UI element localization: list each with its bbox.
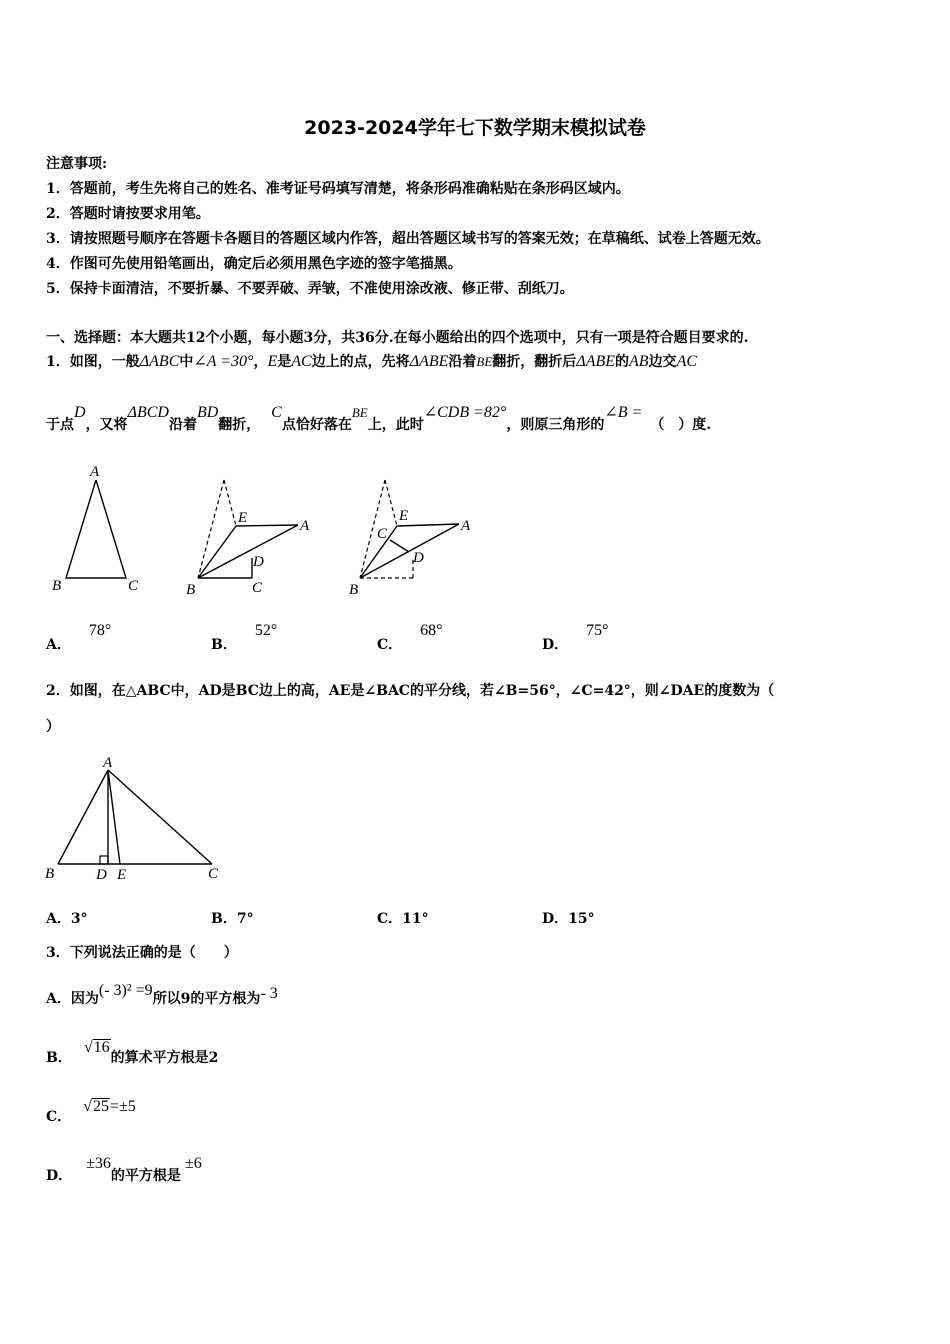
- q1-math: ∠CDB =82°: [423, 404, 507, 421]
- q1-fig2-label: C: [252, 580, 263, 596]
- q1-math: AC: [676, 353, 698, 370]
- q1-fig2-label: A: [300, 518, 310, 534]
- q1-text: 沿着: [168, 417, 197, 433]
- notice-item-5: 5．保持卡面清洁，不要折暴、不要弄破、弄皱，不准使用涂改液、修正带、刮纸刀。: [46, 281, 574, 297]
- q1-fig3-label: B: [349, 582, 359, 598]
- q1-fig2-label: B: [186, 582, 196, 598]
- option-label: B．: [46, 1050, 72, 1066]
- q2-text: 2．如图，在△ABC中，AD是BC边上的高，AE是∠BAC的平分线，若∠B=56°，∠C=42°，则∠DAE的度数为（: [46, 683, 775, 699]
- option-expr: ±6: [184, 1155, 202, 1172]
- q1-fig3-label: C: [377, 526, 388, 542]
- q2-fig-label: E: [117, 867, 127, 883]
- q1-fig1-label: C: [128, 578, 139, 594]
- q1-math: E: [267, 353, 278, 370]
- q1-text: ，: [253, 354, 268, 370]
- q2-fig-label: D: [96, 867, 107, 883]
- q1-option-c[interactable]: [377, 622, 443, 654]
- q2-option-a[interactable]: [46, 908, 88, 928]
- sqrt-icon: √: [83, 1098, 92, 1115]
- option-label: B．: [211, 911, 237, 927]
- page-title: 2023-2024学年七下数学期末模拟试卷: [304, 117, 646, 139]
- q3-option-b[interactable]: [46, 1039, 219, 1067]
- q2-option-b[interactable]: [211, 908, 254, 928]
- q2-option-c[interactable]: [377, 908, 429, 928]
- q1-math: AB: [629, 353, 649, 370]
- q1-text: 1．如图，一般: [46, 354, 140, 370]
- notice-item-3: 3．请按照题号顺序在答题卡各题目的答题区域内作答，超出答题区域书写的答案无效；在草稿纸、试卷上答题无效。: [46, 231, 770, 247]
- option-value: 52°: [254, 622, 278, 639]
- option-label: D．: [46, 1168, 73, 1184]
- q1-text: 点恰好落在: [281, 417, 352, 433]
- q1-fig1-label: A: [90, 464, 100, 480]
- option-expr: (- 3)² =9: [98, 982, 153, 999]
- q1-math: BD: [196, 404, 219, 421]
- option-value: 3°: [70, 911, 88, 927]
- option-expr: - 3: [260, 985, 278, 1002]
- q1-option-b[interactable]: [211, 622, 278, 654]
- q1-math: BE: [476, 354, 493, 369]
- q1-text: ，又将: [85, 417, 128, 433]
- q1-fig2-label: E: [238, 510, 248, 526]
- option-text: 的算术平方根是2: [110, 1050, 219, 1066]
- q1-math: ΔABE: [576, 353, 616, 370]
- notice-item-1: 1．答题前，考生先将自己的姓名、准考证号码填写清楚，将条形码准确粘贴在条形码区域内。: [46, 181, 630, 197]
- q1-fig3-label: E: [399, 508, 409, 524]
- q1-math: C: [271, 404, 282, 421]
- q2-fig-label: C: [208, 866, 219, 882]
- option-label: D．: [542, 911, 569, 927]
- q1-text: 是: [277, 354, 292, 370]
- q1-text: 上，此时: [367, 417, 424, 433]
- q3-option-a[interactable]: [46, 982, 278, 1008]
- sqrt-icon: √: [83, 1039, 93, 1056]
- q1-text: 于点: [46, 417, 74, 433]
- option-label: C．: [377, 637, 403, 653]
- q1-text: 的: [615, 354, 630, 370]
- notice-item-4: 4．作图可先使用铅笔画出，确定后必须用黑色字迹的签字笔描黑。: [46, 256, 462, 272]
- q3-text: 3．下列说法正确的是（ ）: [46, 945, 238, 961]
- q1-math: ∠A =30°: [193, 353, 254, 370]
- q1-figure-1: [46, 458, 156, 598]
- option-label: D．: [542, 637, 569, 653]
- option-label: A．: [46, 637, 71, 653]
- q1-line-1: [46, 351, 697, 371]
- sqrt-expr: [84, 1039, 111, 1056]
- q3-option-c[interactable]: [46, 1098, 136, 1126]
- q1-text: （ ）度.: [650, 417, 712, 433]
- q2-option-d[interactable]: [542, 908, 595, 928]
- q1-text: ，则原三角形的: [506, 417, 605, 433]
- option-expr: =±5: [109, 1098, 136, 1115]
- option-value: 78°: [88, 622, 112, 639]
- radicand: 16: [93, 1039, 110, 1056]
- q1-fig2-label: D: [253, 554, 264, 570]
- option-text: 所以9的平方根为: [152, 991, 261, 1007]
- option-label: A．: [46, 911, 71, 927]
- sqrt-expr: [83, 1098, 136, 1115]
- q3-option-d[interactable]: [46, 1155, 202, 1185]
- q1-figure-3: [345, 470, 485, 600]
- q2-fig-label: A: [103, 755, 113, 771]
- q1-math: ΔABC: [139, 353, 180, 370]
- option-label: A．因为: [46, 991, 99, 1007]
- q1-text: 中: [179, 354, 194, 370]
- option-label: C．: [46, 1109, 72, 1125]
- q1-fig3-label: D: [413, 550, 424, 566]
- option-text: 的平方根是: [110, 1168, 181, 1184]
- q2-figure: [40, 752, 230, 887]
- option-value: 15°: [568, 911, 595, 927]
- q2-text-cont: ）: [46, 719, 60, 735]
- q1-text: 边上的点，先将: [311, 354, 410, 370]
- q1-math: BE: [351, 405, 368, 420]
- q1-math: D: [74, 404, 86, 421]
- section-heading: 一、选择题：本大题共12个小题，每小题3分，共36分.在每小题给出的四个选项中，只有一项是符合题目要求的.: [46, 330, 749, 346]
- option-label: B．: [211, 637, 237, 653]
- q1-text: 沿着: [448, 354, 477, 370]
- q2-fig-label: B: [45, 866, 55, 882]
- option-expr: ±36: [86, 1155, 111, 1172]
- q1-text: 边交: [648, 354, 677, 370]
- option-value: 75°: [586, 622, 609, 639]
- option-value: 11°: [402, 911, 429, 927]
- option-value: 68°: [420, 622, 443, 639]
- q1-math: ΔBCD: [127, 404, 169, 421]
- radicand: 25: [92, 1098, 109, 1115]
- notice-item-2: 2．答题时请按要求用笔。: [46, 206, 210, 222]
- q1-option-d[interactable]: [542, 622, 609, 654]
- q1-text: 翻折，翻折后: [492, 354, 577, 370]
- q1-fig3-label: A: [461, 518, 471, 534]
- q1-figure-2: [180, 470, 320, 600]
- q1-line-2: [46, 404, 712, 434]
- option-label: C．: [377, 911, 403, 927]
- notice-heading: 注意事项:: [46, 156, 108, 172]
- q1-math: ∠B =: [604, 404, 643, 421]
- q1-math: AC: [291, 353, 312, 370]
- q1-option-a[interactable]: [46, 622, 112, 654]
- q1-math: ΔABE: [409, 353, 449, 370]
- option-value: 7°: [236, 911, 254, 927]
- q1-text: 翻折，: [218, 417, 261, 433]
- q1-fig1-label: B: [52, 578, 62, 594]
